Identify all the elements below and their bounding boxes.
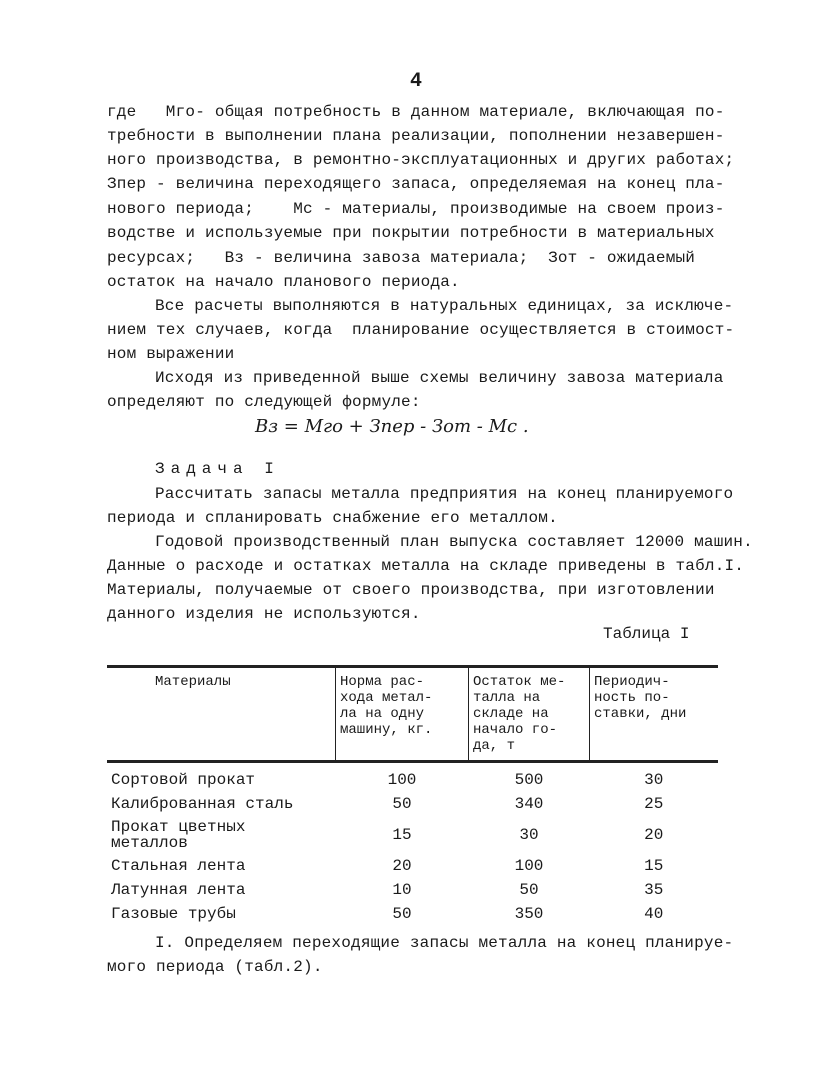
- table-caption: Таблица I: [603, 625, 690, 643]
- text-line: Материалы, получаемые от своего производства, при изготовлении: [107, 581, 715, 599]
- table-cell: 50: [392, 795, 412, 813]
- table-cell: 30: [519, 826, 539, 844]
- table-cell: 100: [387, 771, 417, 789]
- table-cell: 15: [392, 826, 412, 844]
- table-cell: 40: [644, 905, 664, 923]
- header-text: Материалы: [155, 674, 231, 690]
- table-cell: 500: [514, 771, 544, 789]
- material-name: Газовые трубы: [111, 905, 236, 923]
- page-number: 4: [410, 70, 423, 93]
- text-line: водстве и используемые при покрытии потребности в материальных: [107, 224, 715, 242]
- text-line: мого периода (табл.2).: [107, 958, 323, 976]
- table-cell: 35: [644, 881, 664, 899]
- table-header-row: [107, 667, 718, 762]
- text-line: Зпер - величина переходящего запаса, определяемая на конец пла-: [107, 175, 725, 193]
- task-title: Задача I: [155, 460, 280, 478]
- text-line: где Мго- общая потребность в данном материале, включающая по-: [107, 103, 725, 121]
- header-stock: Остаток ме- талла на складе на начало го- да, т: [469, 667, 590, 762]
- text-line: нового периода; Мс - материалы, производимые на своем произ-: [107, 200, 725, 218]
- table-cell: 30: [644, 771, 664, 789]
- table-row: [107, 792, 718, 816]
- table-row: [107, 816, 718, 854]
- table-cell: 340: [514, 795, 544, 813]
- material-name: Стальная лента: [111, 857, 246, 875]
- table-row: [107, 878, 718, 902]
- table-cell: 50: [519, 881, 539, 899]
- text-line: ного производства, в ремонтно-эксплуатационных и других работах;: [107, 151, 735, 169]
- table-cell: 20: [644, 826, 664, 844]
- text-line: ресурсах; Вз - величина завоза материала; Зот - ожидаемый: [107, 249, 696, 267]
- material-name: Прокат цветных металлов: [111, 818, 246, 852]
- formula: Вз = Мго + Зпер - Зот - Мс .: [255, 416, 529, 437]
- text-line: определяют по следующей формуле:: [107, 393, 421, 411]
- text-line: данного изделия не используются.: [107, 605, 421, 623]
- material-name: Калиброванная сталь: [111, 795, 294, 813]
- text-line: ном выражении: [107, 345, 235, 363]
- text-line: периода и спланировать снабжение его металлом.: [107, 509, 558, 527]
- table-row: [107, 762, 718, 793]
- material-name: Латунная лента: [111, 881, 246, 899]
- table-row: [107, 902, 718, 926]
- text-line: нием тех случаев, когда планирование осуществляется в стоимост-: [107, 321, 735, 339]
- text-line: Годовой производственный план выпуска составляет 12000 машин.: [155, 533, 753, 551]
- header-period: Периодич- ность по- ставки, дни: [590, 667, 719, 762]
- material-name: Сортовой прокат: [111, 771, 256, 789]
- table-cell: 100: [514, 857, 544, 875]
- materials-table: [107, 665, 718, 926]
- table-cell: 50: [392, 905, 412, 923]
- text-line: Исходя из приведенной выше схемы величину завоза материала: [155, 369, 724, 387]
- text-line: требности в выполнении плана реализации, пополнении незавершен-: [107, 127, 725, 145]
- table-cell: 20: [392, 857, 412, 875]
- header-materials: [107, 667, 336, 762]
- header-norm: Норма рас- хода метал- ла на одну машину, кг.: [336, 667, 469, 762]
- table-cell: 350: [514, 905, 544, 923]
- text-line: Данные о расходе и остатках металла на складе приведены в табл.I.: [107, 557, 745, 575]
- text-line: Рассчитать запасы металла предприятия на конец планируемого: [155, 485, 734, 503]
- table-cell: 10: [392, 881, 412, 899]
- text-line: I. Определяем переходящие запасы металла на конец планируе-: [155, 934, 734, 952]
- table-cell: 15: [644, 857, 664, 875]
- text-line: Все расчеты выполняются в натуральных единицах, за исключе-: [155, 297, 734, 315]
- table-cell: 25: [644, 795, 664, 813]
- text-line: остаток на начало планового периода.: [107, 273, 460, 291]
- table-row: [107, 854, 718, 878]
